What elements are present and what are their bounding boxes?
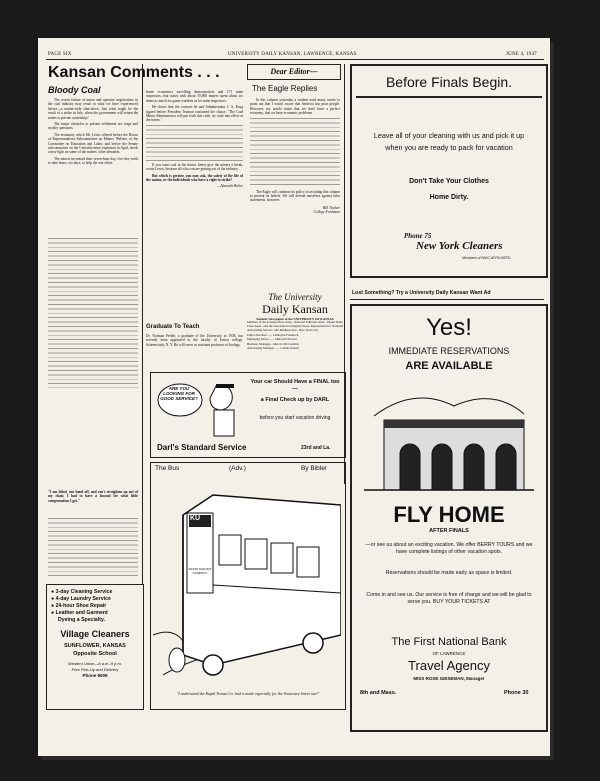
graduate-headline: Graduate To Teach [146, 324, 200, 330]
bank-building-illustration [364, 386, 534, 496]
village-service-item: ● Leather and Garment [51, 610, 108, 616]
letter-signature-title: College Freshman [313, 210, 340, 215]
darl-name: Darl's Standard Service [157, 443, 247, 452]
dear-editor-head: Dear Editor— [270, 67, 318, 76]
nameplate-membership: Member of the Kansas Press Assn., National Editorial Assn., Inland Daily Press Assn., and the Associated Collegiate Press. Represented for National Advertising Service, 420 Madison Ave., New York City. [247, 320, 343, 332]
bus-cartoon [150, 462, 346, 710]
letter-title: The Eagle Replies [252, 84, 318, 93]
editorial-title: Kansan Comments . . . [48, 64, 220, 81]
letter-body [250, 98, 340, 215]
village-city: SUNFLOWER, KANSAS [64, 643, 126, 649]
editorial-text-end [48, 518, 138, 578]
cartoon-artist: By Bibler [301, 465, 328, 472]
letter-para: In this column yesterday a student used many words to point out that I wasn't aware that America has poor people. However, my article states that we don't have a perfect economy, that we have economic problems. [250, 98, 340, 116]
editorial-para: He shows that the contract he and Administrator J. A. Krug signed before President Truman contained the clause, "The Coal Mines Administrator will put forth this code, try code into effect at the mines." [146, 105, 243, 123]
darl-line2: a Final Check up by DARL [260, 397, 330, 403]
bus-company-sign: RAPID TRANSIT COMPANY [188, 567, 212, 575]
letter-signature: Bill Tincher [322, 205, 340, 210]
village-cleaners-ad [46, 584, 144, 710]
village-service-item: ● 4-day Laundry Service [51, 596, 111, 602]
editorial-para: If you want coal in the future, better give the miners a break, wrote Lewis, because all who can are getting out of the industry. [146, 162, 243, 172]
darl-line3: before you start vacation driving [259, 415, 331, 421]
letter-text-lines [250, 118, 340, 188]
village-name: Village Cleaners [60, 629, 130, 639]
travel-agency-ad [350, 304, 548, 732]
travel-phone: Phone 30 [504, 690, 529, 696]
travel-line1: IMMEDIATE RESERVATIONS [388, 346, 510, 356]
travel-manager: MISS ROSE GIESEMAN, Manager [413, 676, 485, 681]
graduate-text: Dr. Norman Preble, a graduate of the University in 1938, has recently been appointed to the faculty of Union college, Schenectady, N. Y. He will serve as assistant professor of biology. [146, 334, 243, 347]
village-services [51, 589, 141, 624]
travel-after-finals: AFTER FINALS [429, 528, 469, 534]
nyc-cta-line2: Home Dirty. [429, 194, 469, 201]
editorial-col2 [146, 90, 243, 189]
editorial-quote: "I am blind, one hand off, and can't straighten up out of my chair, I had to have a lawsuit for what little compensation I get." [48, 490, 138, 503]
travel-line2: ARE AVAILABLE [405, 360, 493, 372]
editorial-col1 [48, 98, 138, 166]
editorial-para: The major obstacles to present settlement are wage and royalty questions. [48, 122, 138, 131]
dear-editor-box [247, 64, 341, 80]
bank-name: The First National Bank [391, 636, 507, 648]
banner-rule [350, 299, 544, 300]
want-ad-banner: Lost Something? Try a University Daily Kansan Want Ad [352, 290, 491, 296]
editorial-para: home economics travelling demonstrators and 171 mine inspectors; that states with about 50,000 miners spent about six times as much for game wardens as for mine inspectors. [146, 90, 243, 103]
travel-para1: —or see us about an exciting vacation. We offer BERRY TOURS and we have complete listings of other vacation spots. [365, 542, 533, 555]
staff-line: Advertising Manager ...... Calvin Arnold [247, 346, 299, 351]
bus-drawing [153, 475, 341, 685]
village-hours: Western Union—8 a.m.-9 p.m. [68, 661, 122, 666]
travel-fly-home: FLY HOME [393, 502, 505, 527]
cartoon-adv: (Adv.) [229, 465, 246, 472]
newspaper-page [38, 38, 550, 756]
staff-line: Editor-in-Chief ...... LeMoyne Frederick [247, 332, 299, 337]
bus-sign: KU [190, 515, 201, 522]
cartoon-title: The Bus [155, 465, 180, 472]
nyc-rule [356, 96, 542, 98]
nameplate [247, 292, 343, 350]
travel-yes: Yes! [426, 314, 472, 341]
nameplate-line1: The University [268, 292, 322, 302]
nameplate-subtitle: Student Newspaper of the UNIVERSITY OF KANSAS [256, 317, 334, 321]
travel-para2: Reservations should be made early as space is limited. [385, 570, 513, 576]
staff-line: Business Manager.. John D. McCormick [247, 341, 299, 346]
editorial-para: The miners increased their seven-hour day, five-day week to nine hours, six days, to help the war effort. [48, 156, 138, 166]
letter-para: The Eagle will continue its policy of avoiding this column to present its beliefs. We will defend ourselves against false statements, however. [250, 189, 340, 203]
editorial-para: The testimony which Mr. Lewis offered before the House of Representatives Subcommittee on Miners' Welfare, of the Committee on Education and Labor, and before the Senate subcommittee on the Centralia mine explosion in April, sheds a new light on some of the miners' other demands. [48, 132, 138, 155]
masthead-rule [46, 59, 544, 60]
editorial-para: The recent failure of union and operator negotiations in the coal industry may result in what we have experienced before—a nation-wide shut-down. Just what might be the result of a strike in July, when the government will return the mines to private ownership? [48, 98, 138, 120]
new-york-cleaners-ad [350, 64, 548, 278]
travel-agency-name: Travel Agency [408, 658, 490, 673]
village-phone: Phone 9009 [82, 673, 108, 678]
paper-name: UNIVERSITY DAILY KANSAN, LAWRENCE, KANSAS [228, 52, 357, 57]
bank-of: OF LAWRENCE [432, 651, 466, 656]
darl-ad [150, 372, 346, 458]
village-service-item: ● 24-hour Shoe Repair [51, 603, 107, 609]
village-service-item: Dyeing a Specialty. [58, 617, 105, 623]
column-rule [142, 64, 143, 584]
staff-line: Managing Editor ...... Malcolm Stewart [247, 337, 298, 342]
editorial-text-lines [146, 125, 243, 161]
travel-address: 8th and Mass. [360, 690, 397, 696]
darl-address: 23rd and La. [301, 445, 331, 451]
cartoon-caption: "I understand the Rapid Transit Co. had it made especially for the Tennessee Street run!" [176, 691, 320, 696]
village-service-item: ● 3-day Cleaning Service [51, 589, 113, 595]
editorial-signature: —Alameda Bolter [217, 184, 243, 189]
nyc-members: Members of NIDC AFFILIATED [462, 256, 511, 260]
nameplate-title: Daily Kansan [262, 302, 328, 316]
nyc-cta-line1: Don't Take Your Clothes [409, 178, 489, 185]
issue-date: JUNE 4, 1947 [506, 52, 537, 57]
editorial-text-continued [48, 238, 138, 388]
darl-line1: Your car Should Have a FINAL too— [250, 379, 340, 392]
nyc-body: Leave all of your cleaning with us and pick it up when you are ready to pack for vacation [373, 131, 525, 152]
darl-bubble: ARE YOU LOOKING FOR GOOD SERVICE? [160, 386, 198, 401]
nyc-logo: New York Cleaners [416, 240, 503, 252]
editorial-para: But which is greater, you may ask, the safety of the life of the nation, or the individuals who have a right to strike? [146, 173, 243, 183]
editorial-subhead: Bloody Coal [48, 85, 101, 95]
nyc-phone: Phone 75 [404, 232, 432, 240]
village-pickup: Free Pick-Up and Delivery [71, 667, 119, 672]
nyc-title: Before Finals Begin. [385, 74, 513, 90]
page-number: PAGE SIX [48, 52, 72, 57]
village-school: Opposite School [73, 651, 117, 657]
travel-para3: Come in and see us. Our service is free of charge and we will be glad to serve you. BUY YOUR TICKETS AT [366, 592, 532, 605]
